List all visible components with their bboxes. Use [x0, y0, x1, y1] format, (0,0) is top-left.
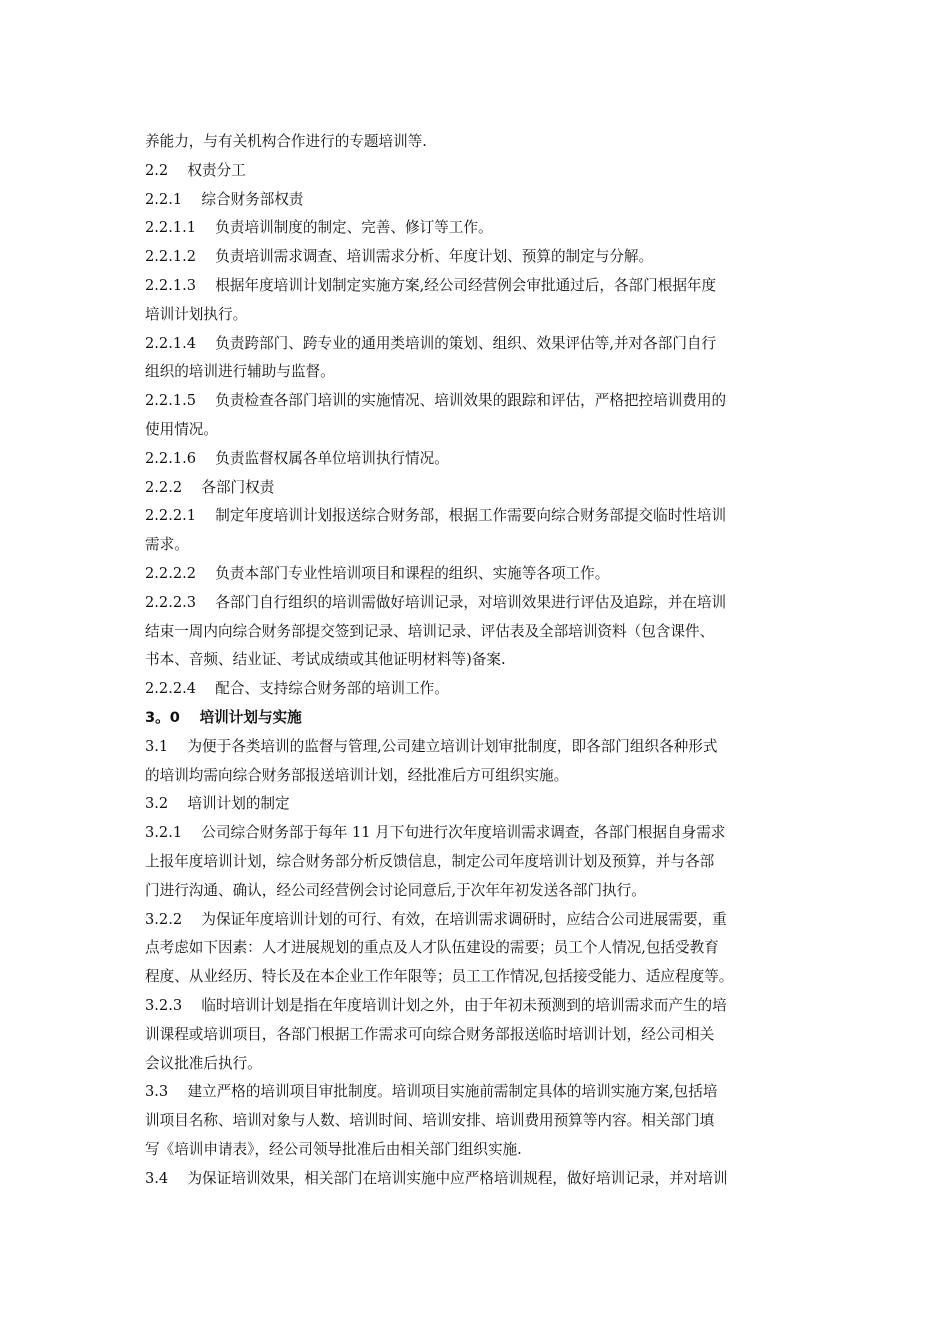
text-line: 培训计划执行。: [145, 305, 248, 323]
text-line: 门进行沟通、确认，经公司经营例会讨论同意后,于次年年初发送各部门执行。: [145, 881, 646, 899]
clause-3-2-3: 3.2.3 临时培训计划是指在年度培训计划之外，由于年初未预测到的培训需求而产生的培: [145, 996, 727, 1014]
clause-2-2-1-6: 2.2.1.6 负责监督权属各单位培训执行情况。: [145, 449, 449, 467]
text-line: 书本、音频、结业证、考试成绩或其他证明材料等)备案.: [145, 651, 506, 669]
text-line: 组织的培训进行辅助与监督。: [145, 363, 335, 381]
text-line: 写《培训申请表》，经公司领导批准后由相关部门组织实施.: [145, 1140, 522, 1158]
clause-3-1: 3.1 为便于各类培训的监督与管理,公司建立培训计划审批制度，即各部门组织各种形式: [145, 737, 718, 755]
section-heading-3-2: 3.2 培训计划的制定: [145, 795, 290, 813]
section-heading-3-0: 3。0 培训计划与实施: [145, 708, 302, 726]
clause-2-2-1-2: 2.2.1.2 负责培训需求调查、培训需求分析、年度计划、预算的制定与分解。: [145, 248, 654, 266]
document-body: [145, 128, 813, 1193]
text-line: 的培训均需向综合财务部报送培训计划，经批准后方可组织实施。: [145, 766, 569, 784]
text-line: 上报年度培训计划，综合财务部分析反馈信息，制定公司年度培训计划及预算，并与各部: [145, 852, 715, 870]
text-line: 会议批准后执行。: [145, 1054, 262, 1072]
text-line: 训项目名称、培训对象与人数、培训时间、培训安排、培训费用预算等内容。相关部门填: [145, 1112, 715, 1130]
clause-2-2-2-4: 2.2.2.4 配合、支持综合财务部的培训工作。: [145, 680, 449, 698]
text-line: 使用情况。: [145, 420, 218, 438]
clause-2-2-1-1: 2.2.1.1 负责培训制度的制定、完善、修订等工作。: [145, 219, 493, 237]
text-line: 需求。: [145, 536, 189, 554]
text-line: 养能力，与有关机构合作进行的专题培训等.: [145, 133, 427, 150]
clause-3-3: 3.3 建立严格的培训项目审批制度。培训项目实施前需制定具体的培训实施方案,包括培: [145, 1083, 718, 1101]
clause-2-2-2-3: 2.2.2.3 各部门自行组织的培训需做好培训记录，对培训效果进行评估及追踪，并在培训: [145, 593, 727, 611]
section-heading-2-2: 2.2 权责分工: [145, 161, 246, 179]
clause-2-2-1-3: 2.2.1.3 根据年度培训计划制定实施方案,经公司经营例会审批通过后，各部门根据年度: [145, 276, 717, 294]
clause-3-4: 3.4 为保证培训效果，相关部门在培训实施中应严格培训规程，做好培训记录，并对培训: [145, 1169, 728, 1187]
clause-2-2-1-4: 2.2.1.4 负责跨部门、跨专业的通用类培训的策划、组织、效果评估等,并对各部门自行: [145, 334, 717, 352]
section-heading-2-2-2: 2.2.2 各部门权责: [145, 478, 275, 496]
text-line: 点考虑如下因素：人才进展规划的重点及人才队伍建设的需要；员工个人情况,包括受教育: [145, 939, 719, 957]
text-line: 程度、从业经历、特长及在本企业工作年限等；员工工作情况,包括接受能力、适应程度等。: [145, 968, 734, 986]
section-heading-2-2-1: 2.2.1 综合财务部权责: [145, 190, 304, 208]
clause-2-2-2-2: 2.2.2.2 负责本部门专业性培训项目和课程的组织、实施等各项工作。: [145, 564, 610, 582]
clause-2-2-2-1: 2.2.2.1 制定年度培训计划报送综合财务部，根据工作需要向综合财务部提交临时性培训: [145, 507, 727, 525]
text-line: 训课程或培训项目，各部门根据工作需求可向综合财务部报送临时培训计划，经公司相关: [145, 1025, 715, 1043]
text-line: 结束一周内向综合财务部提交签到记录、培训记录、评估表及全部培训资料（包含课件、: [145, 622, 715, 640]
clause-2-2-1-5: 2.2.1.5 负责检查各部门培训的实施情况、培训效果的跟踪和评估，严格把控培训费用的: [145, 392, 727, 410]
clause-3-2-1: 3.2.1 公司综合财务部于每年 11 月下旬进行次年度培训需求调查，各部门根据自身需求: [145, 824, 726, 842]
clause-3-2-2: 3.2.2 为保证年度培训计划的可行、有效，在培训需求调研时，应结合公司进展需要，重: [145, 910, 727, 928]
